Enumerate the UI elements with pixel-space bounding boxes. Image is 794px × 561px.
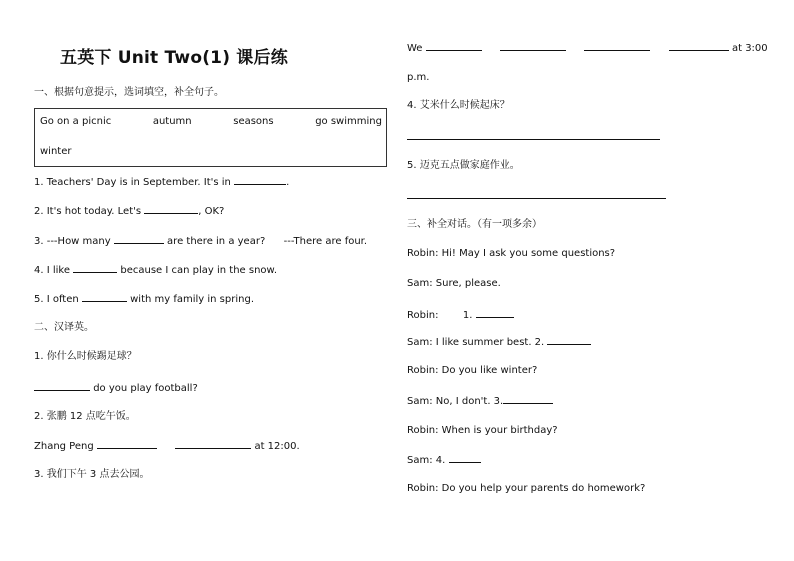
question-1-5	[34, 292, 254, 306]
answer-blank[interactable]	[234, 175, 286, 185]
question-2-1-cn: 1. 你什么时候踢足球？	[34, 351, 137, 362]
question-2-2-cn: 2. 张鹏 12 点吃午饭。	[34, 411, 136, 422]
dialogue-line	[407, 394, 553, 408]
question-text: Robin:	[407, 310, 439, 321]
answer-blank[interactable]	[144, 204, 198, 214]
answer-blank[interactable]	[34, 381, 90, 391]
question-text: 2. It's hot today. Let's	[34, 206, 142, 217]
dialogue-line	[407, 453, 481, 467]
question-1-4	[34, 263, 277, 277]
answer-blank[interactable]	[175, 439, 251, 449]
answer-blank[interactable]	[82, 292, 127, 302]
question-text: Sam: 4.	[407, 455, 446, 466]
question-text: 4. I like	[34, 265, 70, 276]
question-2-4-cn: 4. 艾米什么时候起床？	[407, 100, 510, 111]
page-title: 五英下 Unit Two(1) 课后练	[60, 48, 288, 68]
answer-line[interactable]	[407, 198, 666, 199]
question-text: because I can play in the snow.	[120, 265, 277, 276]
section1-heading: 一、根据句意提示，选词填空，补全句子。	[34, 87, 224, 98]
question-text: at 12:00.	[254, 441, 300, 452]
dialogue-line: Robin: Do you help your parents do homework?	[407, 483, 646, 494]
question-text: , OK?	[198, 206, 225, 217]
question-text: 1.	[462, 310, 473, 321]
question-text: are there in a year?	[167, 236, 266, 247]
question-text: ---There are four.	[283, 236, 368, 247]
question-2-3-cn: 3. 我们下午 3 点去公园。	[34, 469, 150, 480]
question-2-1-en	[34, 381, 198, 395]
answer-blank[interactable]	[449, 453, 481, 463]
answer-blank[interactable]	[669, 41, 729, 51]
question-text: Sam: I like summer best. 2.	[407, 337, 545, 348]
dialogue-line: Sam: Sure, please.	[407, 278, 501, 289]
word-bank-item: go swimming	[315, 116, 382, 127]
answer-line[interactable]	[407, 139, 660, 140]
answer-blank[interactable]	[503, 394, 553, 404]
question-1-1	[34, 175, 289, 189]
dialogue-line: Robin: Do you like winter?	[407, 365, 538, 376]
question-text: with my family in spring.	[130, 294, 254, 305]
question-2-5-cn: 5. 迈克五点做家庭作业。	[407, 160, 520, 171]
question-2-3-en-cont: p.m.	[407, 72, 430, 83]
question-text: Zhang Peng	[34, 441, 94, 452]
question-text: at 3:00	[731, 43, 768, 54]
question-text: 1. Teachers' Day is in September. It's in	[34, 177, 231, 188]
answer-blank[interactable]	[114, 234, 164, 244]
word-bank-item: winter	[40, 146, 72, 157]
question-2-3-en	[407, 41, 768, 55]
section3-heading: 三、补全对话。（有一项多余）	[407, 219, 542, 230]
dialogue-line: Robin: When is your birthday?	[407, 425, 558, 436]
question-text: .	[286, 177, 290, 188]
answer-blank[interactable]	[97, 439, 157, 449]
question-text: do you play football?	[93, 383, 198, 394]
word-bank-item: autumn	[152, 116, 192, 127]
word-bank-item: Go on a picnic	[40, 116, 112, 127]
section2-heading: 二、汉译英。	[34, 322, 94, 333]
answer-blank[interactable]	[500, 41, 566, 51]
answer-blank[interactable]	[426, 41, 482, 51]
answer-blank[interactable]	[547, 335, 591, 345]
answer-blank[interactable]	[476, 308, 514, 318]
answer-blank[interactable]	[584, 41, 650, 51]
question-text: Sam: No, I don't. 3.	[407, 396, 504, 407]
question-1-3	[34, 234, 367, 248]
dialogue-line: Robin: Hi! May I ask you some questions?	[407, 248, 616, 259]
question-1-2	[34, 204, 224, 218]
question-text: 5. I often	[34, 294, 79, 305]
dialogue-line	[407, 335, 591, 349]
question-text: 3. ---How many	[34, 236, 111, 247]
answer-blank[interactable]	[73, 263, 117, 273]
word-bank-item: seasons	[233, 116, 274, 127]
question-text: We	[407, 43, 423, 54]
dialogue-line	[407, 308, 514, 322]
word-bank-box	[34, 108, 387, 167]
question-2-2-en	[34, 439, 300, 453]
word-bank-row	[40, 116, 382, 127]
